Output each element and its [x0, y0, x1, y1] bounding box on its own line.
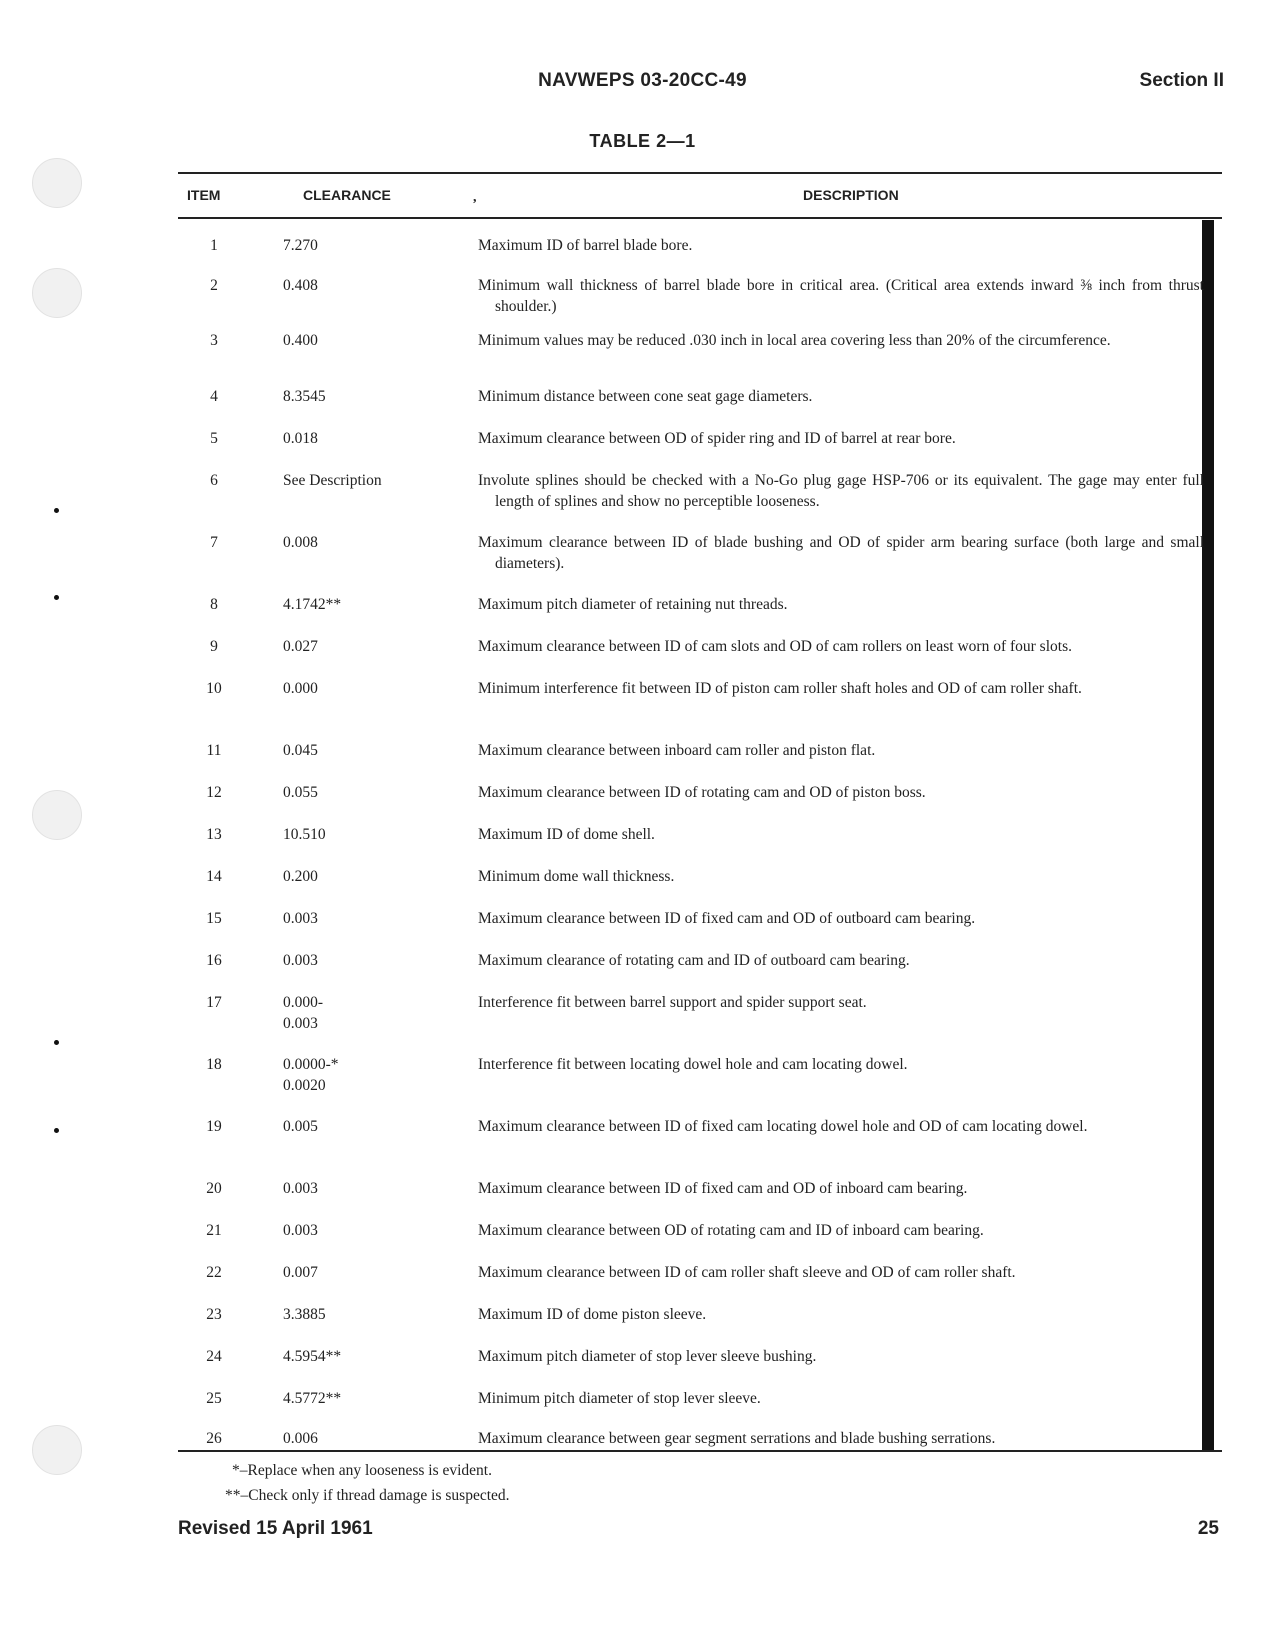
row-item-number: 14 [206, 868, 222, 885]
row-item-number: 10 [206, 680, 222, 697]
row-item-number: 17 [206, 994, 222, 1011]
row-item-number: 26 [206, 1430, 222, 1447]
row-description: Maximum clearance between ID of cam roller shaft sleeve and OD of cam roller shaft. [478, 1264, 1016, 1281]
row-item-number: 21 [206, 1222, 222, 1239]
clearance-value: 0.008 [283, 534, 318, 551]
row-item-number: 3 [210, 332, 218, 349]
row-description: Maximum clearance between ID of rotating cam and OD of piston boss. [478, 784, 926, 801]
clearance-value: 0.006 [283, 1430, 318, 1447]
row-item-number: 24 [206, 1348, 222, 1365]
row-clearance [283, 1054, 443, 1096]
clearance-value: 0.045 [283, 742, 318, 759]
row-clearance [283, 594, 443, 615]
footnote-single-asterisk: *–Replace when any looseness is evident. [232, 1462, 492, 1479]
row-description: Minimum values may be reduced .030 inch in local area covering less than 20% of the circumference. [478, 332, 1111, 349]
column-header-item: ITEM [187, 187, 221, 203]
margin-dot [54, 595, 59, 600]
row-clearance [283, 532, 443, 553]
row-item-number: 22 [206, 1264, 222, 1281]
row-clearance [283, 678, 443, 699]
row-description: Maximum clearance of rotating cam and ID of outboard cam bearing. [478, 952, 910, 969]
clearance-value: 7.270 [283, 237, 318, 254]
row-clearance [283, 636, 443, 657]
row-item-number: 8 [210, 596, 218, 613]
row-item-number: 1 [210, 237, 218, 254]
row-item-number: 5 [210, 430, 218, 447]
table-title: TABLE 2—1 [589, 131, 696, 151]
clearance-value: 0.018 [283, 430, 318, 447]
row-clearance [283, 950, 443, 971]
document-number: NAVWEPS 03-20CC-49 [538, 70, 747, 91]
clearance-value: 0.400 [283, 332, 318, 349]
row-description: Maximum pitch diameter of retaining nut threads. [478, 596, 788, 613]
row-item-number: 18 [206, 1056, 222, 1073]
page-number: 25 [1197, 1518, 1219, 1539]
binder-hole [32, 158, 82, 208]
row-description: Maximum clearance between inboard cam roller and piston flat. [478, 742, 876, 759]
revision-date: Revised 15 April 1961 [178, 1518, 373, 1539]
row-description: Maximum clearance between ID of fixed cam and OD of outboard cam bearing. [478, 910, 976, 927]
row-description: Minimum dome wall thickness. [478, 868, 675, 885]
binder-hole [32, 1425, 82, 1475]
row-description: Maximum clearance between ID of fixed cam locating dowel hole and OD of cam locating dowel. [478, 1118, 1088, 1135]
row-item-number: 6 [210, 472, 218, 489]
clearance-value: 10.510 [283, 826, 326, 843]
row-description: Maximum ID of dome shell. [478, 826, 655, 843]
row-description: Minimum distance between cone seat gage diameters. [478, 388, 813, 405]
row-item-number: 13 [206, 826, 222, 843]
row-description: Maximum clearance between ID of cam slots and OD of cam rollers on least worn of four slots. [478, 638, 1072, 655]
row-item-number: 11 [206, 742, 222, 759]
clearance-value: 0.0020 [283, 1077, 326, 1094]
row-clearance [283, 992, 443, 1034]
row-clearance [283, 428, 443, 449]
clearance-value: 0.200 [283, 868, 318, 885]
row-clearance [283, 866, 443, 887]
clearance-value: 0.003 [283, 1222, 318, 1239]
margin-dot [54, 1128, 59, 1133]
clearance-value: 4.1742** [283, 596, 342, 613]
row-clearance [283, 275, 443, 296]
row-item-number: 7 [210, 534, 218, 551]
clearance-value: 0.000 [283, 680, 318, 697]
row-description: Maximum ID of dome piston sleeve. [478, 1306, 707, 1323]
column-header-clearance: CLEARANCE [303, 187, 391, 203]
clearance-value: 3.3885 [283, 1306, 326, 1323]
clearance-value: 4.5954** [283, 1348, 342, 1365]
row-description: Minimum wall thickness of barrel blade bore in critical area. (Critical area extends inward ⅜ inch from thrust shoulder.) [478, 277, 1204, 315]
clearance-value: 0.003 [283, 1015, 318, 1032]
row-description: Maximum pitch diameter of stop lever sleeve bushing. [478, 1348, 817, 1365]
clearance-value: 0.027 [283, 638, 318, 655]
clearance-value: 0.003 [283, 952, 318, 969]
clearance-value: 0.007 [283, 1264, 318, 1281]
row-description: Maximum clearance between OD of spider ring and ID of barrel at rear bore. [478, 430, 956, 447]
row-clearance [283, 1346, 443, 1367]
footnote-double-asterisk: **–Check only if thread damage is suspected. [225, 1487, 510, 1504]
row-item-number: 20 [206, 1180, 222, 1197]
row-item-number: 12 [206, 784, 222, 801]
row-clearance [283, 740, 443, 761]
row-clearance [283, 824, 443, 845]
row-item-number: 9 [210, 638, 218, 655]
section-label: Section II [1139, 70, 1224, 91]
row-clearance [283, 386, 443, 407]
clearance-value: 0.005 [283, 1118, 318, 1135]
row-description: Maximum clearance between ID of blade bushing and OD of spider arm bearing surface (both large and small diameters). [478, 534, 1204, 572]
row-clearance [283, 1262, 443, 1283]
row-description: Maximum clearance between gear segment serrations and blade bushing serrations. [478, 1430, 996, 1447]
margin-dot [54, 1040, 59, 1045]
clearance-value: 0.003 [283, 1180, 318, 1197]
row-clearance [283, 235, 443, 256]
table-bottom-rule [178, 1450, 1222, 1452]
clearance-value: 0.003 [283, 910, 318, 927]
row-description: Maximum clearance between ID of fixed cam and OD of inboard cam bearing. [478, 1180, 968, 1197]
clearance-value: 0.000- [283, 994, 324, 1011]
clearance-value: 8.3545 [283, 388, 326, 405]
margin-dot [54, 508, 59, 513]
row-clearance [283, 1220, 443, 1241]
row-clearance [283, 1178, 443, 1199]
row-description: Interference fit between barrel support and spider support seat. [478, 994, 867, 1011]
stray-mark: , [473, 190, 477, 205]
row-clearance [283, 1116, 443, 1137]
row-item-number: 4 [210, 388, 218, 405]
clearance-value: 0.408 [283, 277, 318, 294]
row-description: Maximum ID of barrel blade bore. [478, 237, 693, 254]
row-description: Minimum interference fit between ID of piston cam roller shaft holes and OD of cam roller shaft. [478, 680, 1082, 697]
row-description: Maximum clearance between OD of rotating cam and ID of inboard cam bearing. [478, 1222, 984, 1239]
table-top-rule [178, 172, 1222, 174]
binder-hole [32, 268, 82, 318]
clearance-value: See Description [283, 472, 382, 489]
row-clearance [283, 1388, 443, 1409]
row-item-number: 19 [206, 1118, 222, 1135]
header-bottom-rule [178, 217, 1222, 219]
row-item-number: 2 [210, 277, 218, 294]
column-header-description: DESCRIPTION [803, 187, 899, 203]
row-clearance [283, 330, 443, 351]
row-clearance [283, 782, 443, 803]
row-description: Involute splines should be checked with a No-Go plug gage HSP-706 or its equivalent. The gage may enter full length of splines and show no perceptible looseness. [478, 472, 1204, 510]
row-item-number: 16 [206, 952, 222, 969]
clearance-value: 0.055 [283, 784, 318, 801]
row-item-number: 25 [206, 1390, 222, 1407]
row-description: Interference fit between locating dowel hole and cam locating dowel. [478, 1056, 908, 1073]
clearance-value: 0.0000-* [283, 1056, 339, 1073]
row-item-number: 23 [206, 1306, 222, 1323]
row-clearance [283, 1428, 443, 1449]
row-item-number: 15 [206, 910, 222, 927]
row-clearance [283, 908, 443, 929]
row-clearance [283, 470, 443, 491]
row-description: Minimum pitch diameter of stop lever sleeve. [478, 1390, 761, 1407]
binder-hole [32, 790, 82, 840]
clearance-value: 4.5772** [283, 1390, 342, 1407]
row-clearance [283, 1304, 443, 1325]
